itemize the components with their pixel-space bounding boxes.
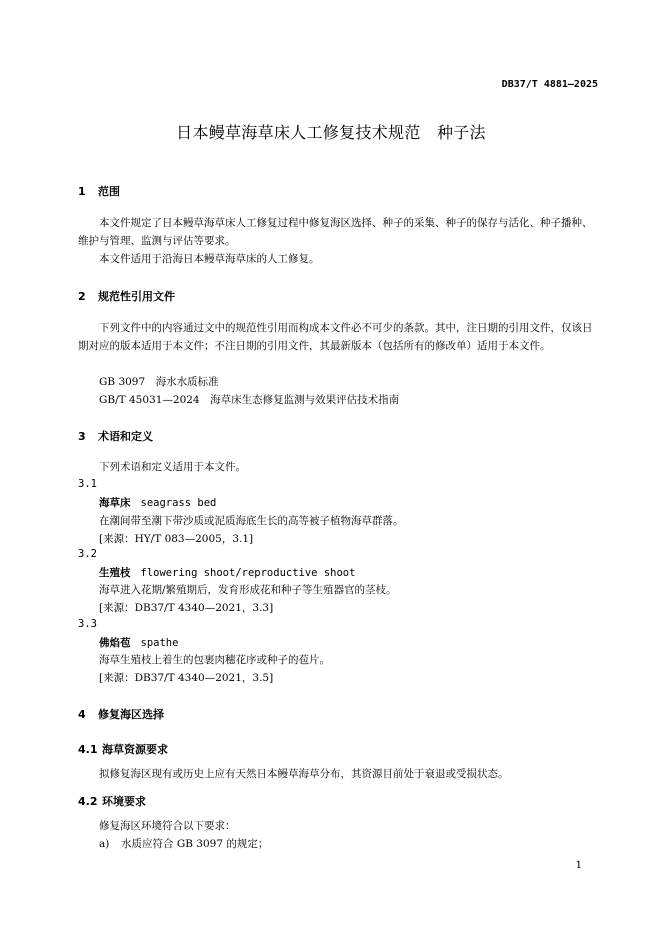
section-3-intro: 下列术语和定义适用于本文件。 (99, 461, 246, 473)
term-title (99, 565, 355, 580)
subsection-4-1-heading (78, 741, 168, 757)
normative-reference-1: GB 3097 海水水质标准 (99, 376, 219, 388)
term-title (99, 635, 178, 650)
subsection-number: 4.1 (78, 743, 98, 756)
subsection-title: 海草资源要求 (102, 743, 168, 756)
section-title: 规范性引用文件 (98, 290, 175, 303)
section-2-paragraph-1: 下列文件中的内容通过文中的规范性引用而构成本文件必不可少的条款。其中，注日期的引用文件，仅该日期对应的版本适用于本文件；不注日期的引用文件，其最新版本（包括所有的修改单）适用于本文件。 (78, 322, 593, 352)
term-en: seagrass bed (140, 497, 217, 509)
section-number: 4 (78, 708, 86, 721)
section-number: 3 (78, 430, 86, 443)
term-en: spathe (140, 637, 179, 649)
term-source: [来源：DB37/T 4340—2021，3.3] (99, 602, 274, 614)
term-number: 3.2 (78, 548, 97, 560)
document-id: DB37/T 4881—2025 (501, 79, 598, 90)
subsection-4-2-paragraph: 修复海区环境符合以下要求： (99, 820, 236, 832)
section-1-paragraph-1: 本文件规定了日本鳗草海草床人工修复过程中修复海区选择、种子的采集、种子的保存与活化、种子播种、维护与管理、监测与评估等要求。 (78, 217, 593, 247)
subsection-title: 环境要求 (102, 795, 146, 808)
section-title: 修复海区选择 (98, 708, 164, 721)
list-item-a (99, 836, 268, 851)
term-definition: 海草生殖枝上着生的包裹肉穗花序或种子的苞片。 (99, 654, 330, 666)
section-title: 范围 (98, 185, 120, 198)
section-title: 术语和定义 (98, 430, 153, 443)
subsection-number: 4.2 (78, 795, 98, 808)
page-number: 1 (575, 860, 582, 871)
section-4-heading (78, 706, 164, 722)
document-title: 日本鳗草海草床人工修复技术规范 种子法 (176, 123, 486, 142)
term-number: 3.3 (78, 618, 97, 630)
term-definition: 海草进入花期/繁殖期后，发育形成花和种子等生殖器官的茎枝。 (99, 584, 397, 596)
normative-reference-2: GB/T 45031—2024 海草床生态修复监测与效果评估技术指南 (99, 394, 400, 406)
term-zh: 佛焰苞 (99, 637, 131, 649)
term-zh: 海草床 (99, 497, 131, 509)
section-number: 1 (78, 185, 86, 198)
subsection-4-1-paragraph: 拟修复海区现有或历史上应有天然日本鳗草海草分布，其资源目前处于衰退或受损状态。 (99, 768, 509, 780)
term-en: flowering shoot/reproductive shoot (140, 567, 356, 579)
term-zh: 生殖枝 (99, 567, 131, 579)
section-2-heading (78, 288, 175, 304)
section-3-heading (78, 428, 153, 444)
term-title (99, 495, 216, 510)
term-source: [来源：DB37/T 4340—2021，3.5] (99, 672, 274, 684)
list-item-label: a) (99, 838, 110, 850)
section-1-paragraph-2: 本文件适用于沿海日本鳗草海草床的人工修复。 (99, 253, 320, 265)
section-1-heading (78, 183, 120, 199)
subsection-4-2-heading (78, 793, 146, 809)
term-number: 3.1 (78, 478, 97, 490)
section-number: 2 (78, 290, 86, 303)
term-definition: 在潮间带至潮下带沙质或泥质海底生长的高等被子植物海草群落。 (99, 515, 404, 527)
term-source: [来源：HY/T 083—2005，3.1] (99, 533, 254, 545)
list-item-text: 水质应符合 GB 3097 的规定； (121, 838, 269, 850)
